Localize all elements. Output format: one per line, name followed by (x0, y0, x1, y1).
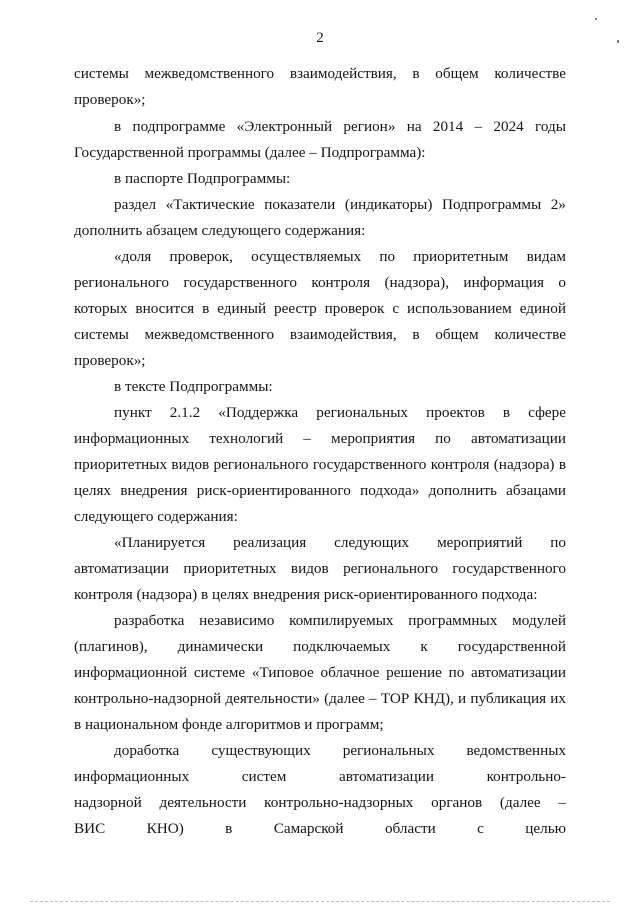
text-line: системы межведомственного взаимодействия, в общем количестве (74, 326, 566, 343)
text-line: дополнить абзацем следующего содержания: (74, 222, 366, 239)
text-line: регионального государственного контроля (надзора), информация о (74, 274, 566, 291)
text-line: ВИС КНО) в Самарской области с целью (74, 820, 566, 837)
scan-speck (617, 40, 619, 43)
text-line: доработка существующих региональных ведомственных (114, 742, 566, 759)
text-line: информационной системе «Типовое облачное решение по автоматизации (74, 664, 566, 681)
text-line: проверок»; (74, 352, 146, 369)
scan-speck (595, 18, 597, 20)
scan-edge-line (30, 901, 610, 903)
text-line: контрольно-надзорной деятельности» (далее – ТОР КНД), и публикация их (74, 690, 566, 707)
text-line: информационных технологий – мероприятия по автоматизации (74, 430, 566, 447)
text-line: пункт 2.1.2 «Поддержка региональных проектов в сфере (114, 404, 566, 421)
text-line: разработка независимо компилируемых программных модулей (114, 612, 566, 629)
text-line: в тексте Подпрограммы: (114, 378, 273, 395)
text-line: в паспорте Подпрограммы: (114, 170, 291, 187)
text-line: автоматизации приоритетных видов регионального государственного (74, 560, 566, 577)
text-line: целях внедрения риск-ориентированного подхода» дополнить абзацами (74, 482, 566, 499)
text-line: в подпрограмме «Электронный регион» на 2014 – 2024 годы (114, 118, 566, 135)
text-line: которых вносится в единый реестр проверок с использованием единой (74, 300, 566, 317)
text-line: (плагинов), динамически подключаемых к государственной (74, 638, 566, 655)
text-line: приоритетных видов регионального государственного контроля (надзора) в (74, 456, 566, 473)
text-line: «доля проверок, осуществляемых по приоритетным видам (114, 248, 566, 265)
text-line: информационных систем автоматизации контрольно- (74, 768, 566, 785)
text-line: следующего содержания: (74, 508, 238, 525)
page-number: 2 (316, 30, 324, 46)
text-line: системы межведомственного взаимодействия, в общем количестве (74, 65, 566, 82)
text-line: контроля (надзора) в целях внедрения риск-ориентированного подхода: (74, 586, 538, 603)
text-line: «Планируется реализация следующих мероприятий по (114, 534, 566, 551)
text-line: Государственной программы (далее – Подпрограмма): (74, 144, 426, 161)
text-line: раздел «Тактические показатели (индикаторы) Подпрограммы 2» (114, 196, 566, 213)
text-line: проверок»; (74, 91, 146, 108)
text-line: надзорной деятельности контрольно-надзорных органов (далее – (74, 794, 566, 811)
text-line: в национальном фонде алгоритмов и программ; (74, 716, 384, 733)
